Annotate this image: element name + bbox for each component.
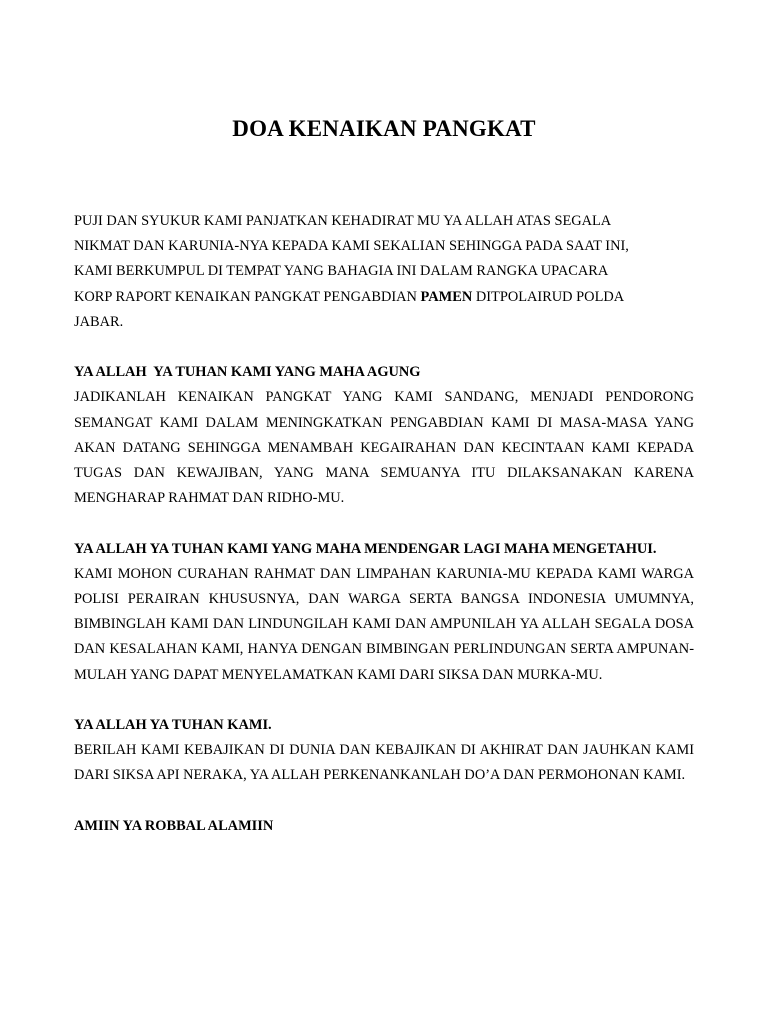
intro-text: KORP RAPORT KENAIKAN PANGKAT PENGABDIAN <box>74 288 421 305</box>
section-heading: YA ALLAH YA TUHAN KAMI YANG MAHA AGUNG <box>74 364 421 381</box>
section-3 <box>74 713 694 789</box>
intro-line: PUJI DAN SYUKUR KAMI PANJATKAN KEHADIRAT MU YA ALLAH ATAS SEGALA <box>74 213 612 229</box>
intro-paragraph <box>74 209 694 335</box>
section-heading: YA ALLAH YA TUHAN KAMI YANG MAHA MENDENGAR LAGI MAHA MENGETAHUI. <box>74 540 657 557</box>
section-text: JADIKANLAH KENAIKAN PANGKAT YANG KAMI SANDANG, MENJADI PENDORONG SEMANGAT KAMI DALAM MENINGKATKAN PENGABDIAN KAMI DI MASA-MASA YANG AKAN DATANG SEHINGGA MENAMBAH KEGAIRAHAN DAN KECINTAAN KAMI KEPADA TUGAS DAN KEWAJIBAN, YANG MANA SEMUANYA ITU DILAKSANAKAN KARENA MENGHARAP RAHMAT DAN RIDHO-MU. <box>74 389 694 507</box>
section-text: KAMI MOHON CURAHAN RAHMAT DAN LIMPAHAN KARUNIA-MU KEPADA KAMI WARGA POLISI PERAIRAN KHUSUSNYA, DAN WARGA SERTA BANGSA INDONESIA UMUMNYA, BIMBINGLAH KAMI DAN LINDUNGILAH KAMI DAN AMPUNILAH YA ALLAH SEGALA DOSA DAN KESALAHAN KAMI, HANYA DENGAN BIMBINGAN PERLINDUNGAN SERTA AMPUNAN-MULAH YANG DAPAT MENYELAMATKAN KAMI DARI SIKSA DAN MURKA-MU. <box>74 565 694 683</box>
intro-text: DITPOLAIRUD POLDA <box>472 288 625 305</box>
intro-line: KAMI BERKUMPUL DI TEMPAT YANG BAHAGIA INI DALAM RANGKA UPACARA <box>74 263 609 280</box>
intro-line <box>74 285 694 310</box>
intro-line: NIKMAT DAN KARUNIA-NYA KEPADA KAMI SEKALIAN SEHINGGA PADA SAAT INI, <box>74 238 629 255</box>
pamen-bold-text: PAMEN <box>420 288 473 305</box>
document-title: DOA KENAIKAN PANGKAT <box>232 116 536 141</box>
paragraph-gap <box>74 688 694 713</box>
intro-line: JABAR. <box>74 313 124 330</box>
section-2 <box>74 537 694 688</box>
paragraph-gap <box>74 335 694 360</box>
section-heading: YA ALLAH YA TUHAN KAMI. <box>74 717 272 734</box>
section-text: BERILAH KAMI KEBAJIKAN DI DUNIA DAN KEBAJIKAN DI AKHIRAT DAN JAUHKAN KAMI DARI SIKSA API NERAKA, YA ALLAH PERKENANKANLAH DO’A DAN PERMOHONAN KAMI. <box>74 742 694 784</box>
paragraph-gap <box>74 511 694 536</box>
document-body <box>74 209 694 839</box>
closing-line: AMIIN YA ROBBAL ALAMIIN <box>74 817 274 834</box>
section-1 <box>74 360 694 511</box>
paragraph-gap <box>74 789 694 814</box>
